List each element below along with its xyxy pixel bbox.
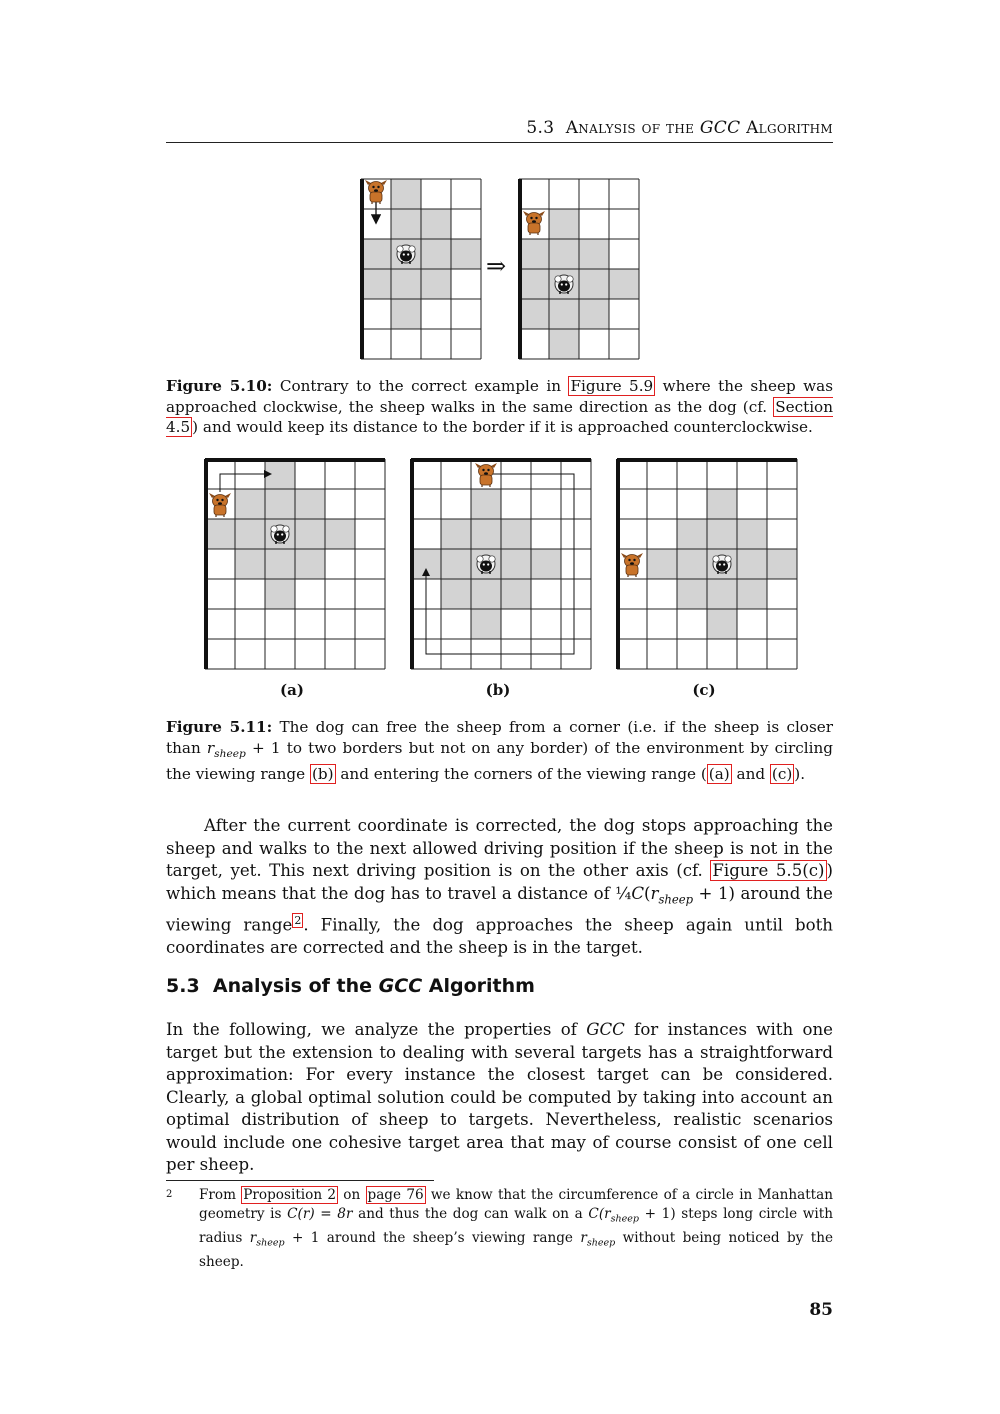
page-number: 85	[809, 1300, 833, 1320]
caption-text: ).	[794, 765, 806, 784]
sublabel-a: (a)	[280, 681, 304, 699]
running-head-title-1: Analysis of the	[565, 118, 700, 138]
footnote-text: steps long circle with radius	[199, 1205, 834, 1246]
link-subfig-a[interactable]: (a)	[708, 765, 730, 784]
math-sub-sheep: sheep	[214, 746, 246, 760]
section-heading	[166, 975, 535, 997]
footnote-link-2[interactable]: 2	[294, 914, 302, 928]
footnote-mark: 2	[166, 1189, 173, 1200]
paragraph-text: . Finally, the dog approaches the sheep again until both coordinates are corrected and the sheep is in the target.	[166, 915, 833, 958]
section-title-italic: GCC	[378, 975, 423, 997]
figure-5-10-caption	[166, 376, 833, 438]
math-sub-sheep: sheep	[658, 891, 694, 906]
section-title-text: Algorithm	[422, 975, 535, 997]
footnote-text: on	[338, 1187, 366, 1203]
paragraph-text: for instances with one target but the extension to dealing with several targets has a straightforward approximation: For every instance the closest target can be considered. Clearly, a global optimal solution could be computed by taking into account an optimal distribution of sheep to targets. Nevertheless, realistic scenarios would include one cohesive target area that may of course consist of one cell per sheep.	[166, 1020, 833, 1174]
math-r: r	[206, 738, 215, 757]
implies-arrow: ⇒	[486, 252, 507, 280]
paragraph-text: After the current coordinate is corrected, the dog stops approaching the sheep and walks to the next allowed driving position if the sheep is not in the target, yet. This next driving position is on the other axis (cf.	[166, 816, 833, 880]
math-paren: (	[644, 883, 651, 903]
body-paragraph-2	[166, 1019, 833, 1177]
link-figure-5-5c[interactable]: Figure 5.5(c)	[712, 861, 825, 880]
caption-label: Figure 5.10:	[166, 377, 273, 395]
footnote-text: From	[199, 1187, 242, 1203]
caption-text: and	[731, 765, 770, 784]
caption-text: The dog can free the sheep from a corner (i.e. if the sheep is closer than	[166, 718, 833, 757]
math-sub-sheep: sheep	[610, 1213, 639, 1225]
caption-text: Contrary to the correct example in	[272, 377, 569, 395]
caption-text: ) and would keep its distance to the border if it is approached counterclockwise.	[192, 418, 813, 436]
link-page-76[interactable]: page 76	[367, 1187, 424, 1203]
running-head-title-italic: GCC	[699, 118, 741, 138]
footnote-text: we know that the circumference of a circle in Manhattan geometry is	[199, 1187, 834, 1222]
link-subfig-c[interactable]: (c)	[771, 765, 793, 784]
figure-5-11-caption	[166, 717, 833, 785]
math-sub-sheep: sheep	[586, 1237, 616, 1249]
footnote-rule	[166, 1180, 434, 1181]
link-proposition-2[interactable]: Proposition 2	[243, 1187, 336, 1203]
paragraph-text: around the viewing range	[166, 883, 833, 935]
math-formula: C(r	[588, 1205, 611, 1222]
math-r: r	[580, 1229, 587, 1246]
footnote-body	[199, 1186, 833, 1271]
link-subfig-b[interactable]: (b)	[311, 765, 334, 784]
figure-5-11a-grid	[204, 458, 388, 672]
math-r: r	[650, 883, 659, 903]
math-r: r	[249, 1229, 257, 1246]
body-paragraph-1	[166, 815, 833, 960]
dog-icon	[475, 463, 497, 487]
running-head-number: 5.3	[526, 118, 555, 138]
math-plus-one: + 1)	[693, 883, 735, 903]
footnote	[166, 1186, 833, 1271]
sublabel-c: (c)	[692, 681, 716, 699]
sublabel-b: (b)	[485, 681, 511, 699]
caption-text: where the sheep was approached clockwise, the sheep walks in the same direction as the dog (cf.	[166, 377, 833, 416]
caption-label: Figure 5.11:	[166, 718, 273, 736]
figure-5-10-grid-left	[360, 178, 484, 362]
dog-icon	[523, 211, 545, 235]
math-C: C	[631, 883, 645, 903]
section-number: 5.3	[166, 975, 200, 997]
link-figure-5-9[interactable]: Figure 5.9	[570, 377, 654, 395]
link-section-4-5[interactable]: Section 4.5	[166, 397, 833, 436]
paragraph-text: In the following, we analyze the properties of	[166, 1020, 587, 1039]
footnote-text: + 1 around the sheep’s viewing range	[284, 1229, 581, 1246]
caption-text: and entering the corners of the viewing range (	[335, 765, 707, 784]
dog-icon	[209, 493, 231, 517]
caption-text: + 1 to two borders but not on any border) of the environment by circling the viewing range	[166, 738, 833, 784]
paragraph-text: ) which means that the dog has to travel a distance of	[166, 861, 833, 903]
footnote-text: without being noticed by the sheep.	[199, 1229, 833, 1270]
figure-5-10-grid-right	[518, 178, 642, 362]
running-head	[166, 118, 833, 143]
math-plus-one: + 1)	[639, 1205, 676, 1222]
running-head-title-2: Algorithm	[740, 118, 833, 138]
footnote-text: and thus the dog can walk on a	[352, 1205, 589, 1222]
algorithm-name: GCC	[586, 1020, 625, 1039]
figure-5-11c-grid	[616, 458, 800, 672]
dog-icon	[621, 553, 643, 577]
dog-icon	[365, 180, 387, 204]
math-formula: C(r) = 8r	[287, 1205, 353, 1222]
math-fraction: ¼	[615, 883, 632, 903]
figure-5-11b-grid	[410, 458, 594, 672]
math-sub-sheep: sheep	[256, 1237, 285, 1249]
section-title-text: Analysis of the	[212, 975, 379, 997]
